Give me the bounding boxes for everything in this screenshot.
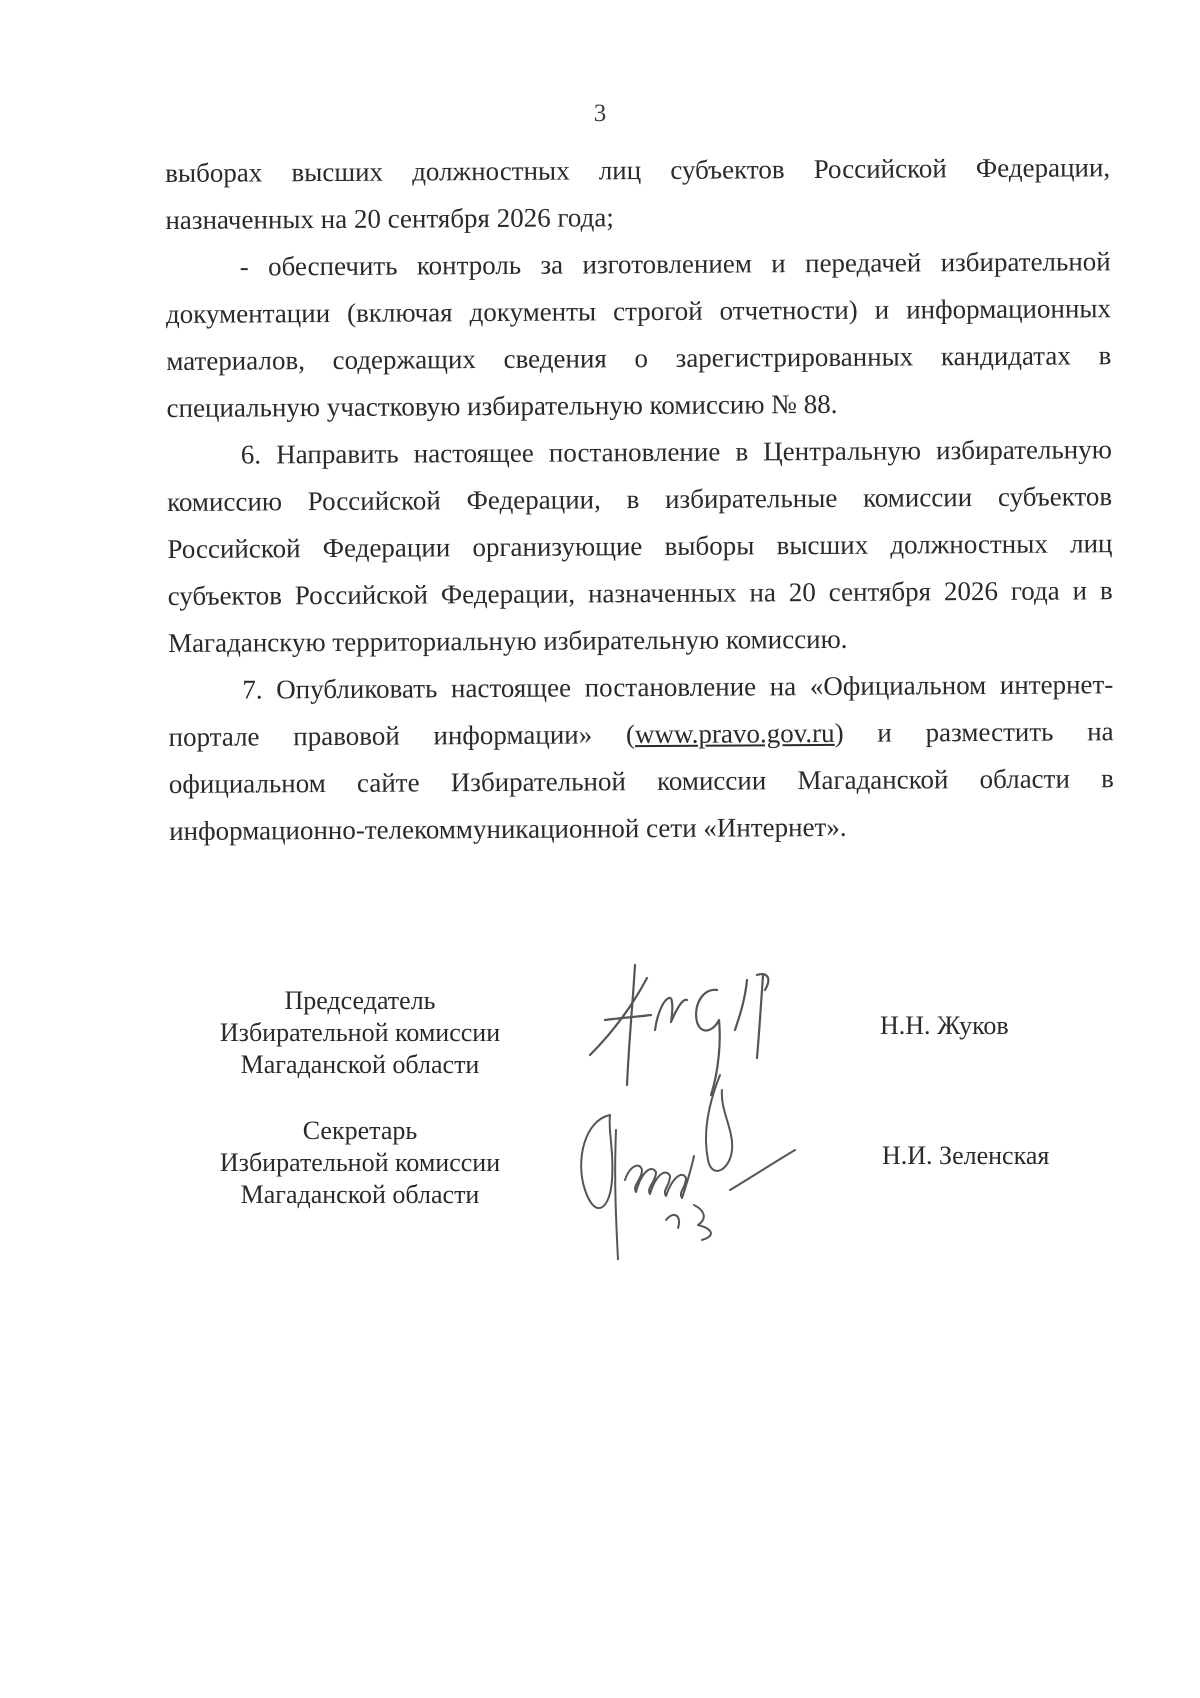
secretary-title-line-3: Магаданской области [240, 1180, 480, 1209]
secretary-name: Н.И. Зеленская [882, 1141, 1050, 1170]
chair-title-line-1: Председатель [284, 986, 436, 1015]
paragraph-item-7-text-start: 7. Опубликовать настоящее постановление на «Официальном интернет-портале правовой информации» ( [168, 669, 1114, 752]
chair-title-line-3: Магаданской области [240, 1050, 480, 1079]
paragraph-item-7-text-end: ) и разместить на официальном сайте Избирательной комиссии Магаданской области в информационно-телекоммуникационной сети «Интернет». [168, 716, 1114, 846]
secretary-title-line-2: Избирательной комиссии [219, 1148, 501, 1177]
chair-name: Н.Н. Жуков [880, 1011, 1009, 1040]
pravo-link[interactable]: www.pravo.gov.ru [634, 717, 835, 750]
paragraph-control: - обеспечить контроль за изготовлением и передачей избирательной документации (включая документы строгой отчетности) и информационных материалов, содержащих сведения о зарегистрированных кандидатах в специальную участковую избирательную комиссию № 88. [165, 246, 1112, 423]
secretary-signature [570, 1070, 820, 1260]
page-number: 3 [593, 100, 607, 127]
paragraph-continuation: выборах высших должностных лиц субъектов Российской Федерации, назначенных на 20 сентября 2026 года; [165, 152, 1111, 235]
chair-title-line-2: Избирательной комиссии [219, 1018, 501, 1047]
paragraph-item-7 [168, 661, 1114, 855]
paragraph-item-6: 6. Направить настоящее постановление в Центральную избирательную комиссию Российской Федерации, в избирательные комиссии субъектов Российской Федерации организующие выборы высших должностных лиц субъектов Российской Федерации, назначенных на 20 сентября 2026 года и в Магаданскую территориальную избирательную комиссию. [167, 434, 1113, 658]
secretary-title-line-1: Секретарь [302, 1116, 418, 1145]
document-body [165, 144, 1114, 855]
secretary-title-block [190, 1115, 530, 1211]
chair-title-block [190, 985, 530, 1081]
